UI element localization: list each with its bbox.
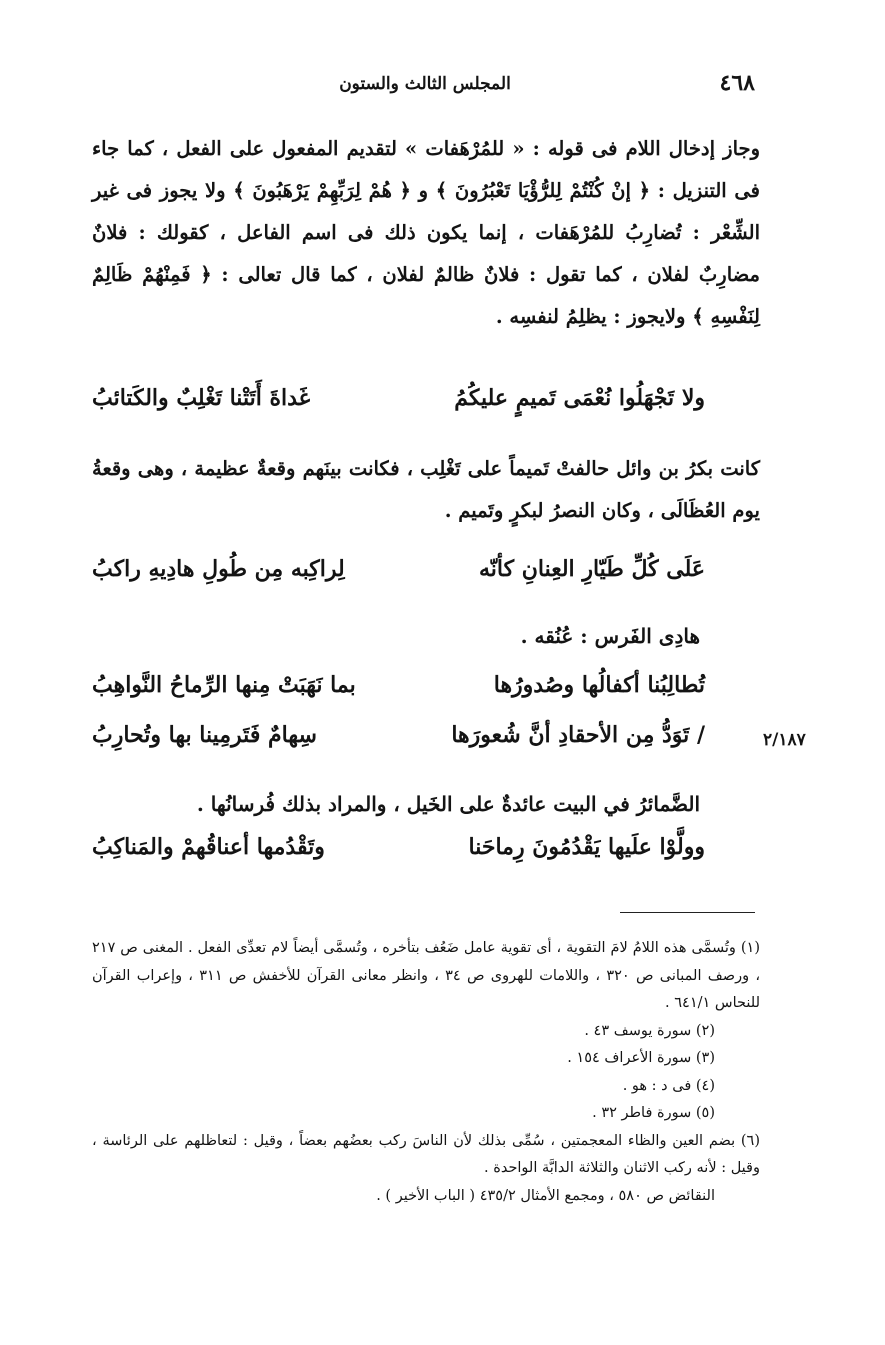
- verse-line: [92, 556, 760, 600]
- footnote: (٤) فى د : هو .: [622, 1077, 715, 1094]
- footnote: (٣) سورة الأعراف ١٥٤ .: [567, 1050, 715, 1066]
- verse-first-hemistich: وولَّوْا علَيها يَقْدُمُونَ رِماحَنا: [468, 834, 705, 860]
- paragraph: الضَّمائرُ في البيت عائدةٌ على الخَيل ، والمراد بذلك فُرسانُها .: [196, 792, 700, 816]
- footnote: (٥) سورة فاطر ٣٢ .: [592, 1105, 715, 1121]
- verse-line: [92, 722, 760, 766]
- paragraph: وجاز إدخال اللام فى قوله : « للمُرْهَفات » لتقديم المفعول على الفعل ، كما جاء فى التنزيل : ﴿ إنْ كُنْتُمْ لِلرُّؤْيَا تَعْبُرُونَ ﴾ و ﴿ هُمْ لِرَبِّهِمْ يَرْهَبُونَ ﴾ ولا يجوز فى غير الشِّعْر : تُضارِبُ للمُرْهَفات ، إنما يكون ذلك فى اسم الفاعل ، كقولك : فلانٌ مضارِبٌ لفلان ، كما تقول : فلانٌ ظالمٌ لفلان ، كما قال تعالى : ﴿ فَمِنْهُمْ ظَالِمٌ لِنَفْسِهِ ﴾ ولايجوز : يظلِمُ لنفسِه .: [92, 137, 760, 328]
- footnote: (٢) سورة يوسف ٤٣ .: [584, 1022, 715, 1039]
- margin-page-reference: ٢/١٨٧: [763, 730, 806, 750]
- verse-line: [92, 834, 760, 878]
- footnote: (٦) بضم العين والظاء المعجمتين ، سُمِّى بذلك لأن الناسَ ركب بعضُهم بعضاً ، وقيل : لتعاظلهم على الرئاسة ، وقيل : لأنه ركب الاثنان والثلاثة الدابَّة الواحدة .: [92, 1132, 760, 1176]
- paragraph: كانت بكرُ بن وائل حالفتْ تَميماً على تَغْلِب ، فكانت بينَهم وقعةٌ عظيمة ، وهى وقعةُ يوم العُظَالَى ، وكان النصرُ لبكرٍ وتَميم .: [92, 457, 760, 522]
- footnotes: [92, 935, 760, 1210]
- verse-first-hemistich: / تَوَدُّ مِن الأحقادِ أنَّ شُعورَها: [451, 722, 705, 748]
- running-title: المجلس الثالث والستون: [339, 74, 511, 94]
- verse-second-hemistich: لِراكِبه مِن طُولِ هادِيهِ راكبُ: [92, 556, 345, 582]
- footnote: (١) وتُسمَّى هذه اللامُ لامَ التقوية ، أى تقوية عامل ضَعُف بتأخره ، وتُسمَّى أيضاً لام تعدِّى الفعل . المغنى ص ٢١٧ ، ورصف المبانى ص ٣٢٠ ، واللامات للهروى ص ٣٤ ، وانظر معانى القرآن للأخفش ص ٣١١ ، وإعراب القرآن للنحاس ٦٤١/١ .: [92, 940, 760, 1011]
- verse-second-hemistich: بما نَهَبَتْ مِنها الرِّماحُ النَّواهِبُ: [92, 672, 356, 698]
- verse-second-hemistich: سِهامٌ فَتَرمِينا بها وتُحارِبُ: [92, 722, 317, 748]
- footnote-separator: [620, 912, 755, 913]
- verse-first-hemistich: ولا تَجْهَلُوا نُعْمَى تَميمٍ عليكُمُ: [454, 385, 705, 411]
- verse-first-hemistich: عَلَى كُلِّ طَيّارِ العِنانِ كأنّه: [478, 556, 705, 582]
- footnote: النقائض ص ٥٨٠ ، ومجمع الأمثال ٤٣٥/٢ ( الباب الأخير ) .: [376, 1187, 715, 1204]
- page-header: [95, 70, 755, 106]
- page-number: ٤٦٨: [719, 70, 755, 96]
- verse-line: [92, 672, 760, 716]
- verse-first-hemistich: تُطالِبُنا أكفالُها وصُدورُها: [493, 672, 705, 698]
- verse-second-hemistich: غَداةَ أَتَتْنا تَغْلِبٌ والكَتائبُ: [92, 385, 311, 411]
- paragraph: هادِى الفَرس : عُنُقه .: [520, 624, 700, 648]
- verse-second-hemistich: وتَقْدُمها أعناقُهمْ والمَناكِبُ: [92, 834, 325, 860]
- verse-line: [92, 385, 760, 429]
